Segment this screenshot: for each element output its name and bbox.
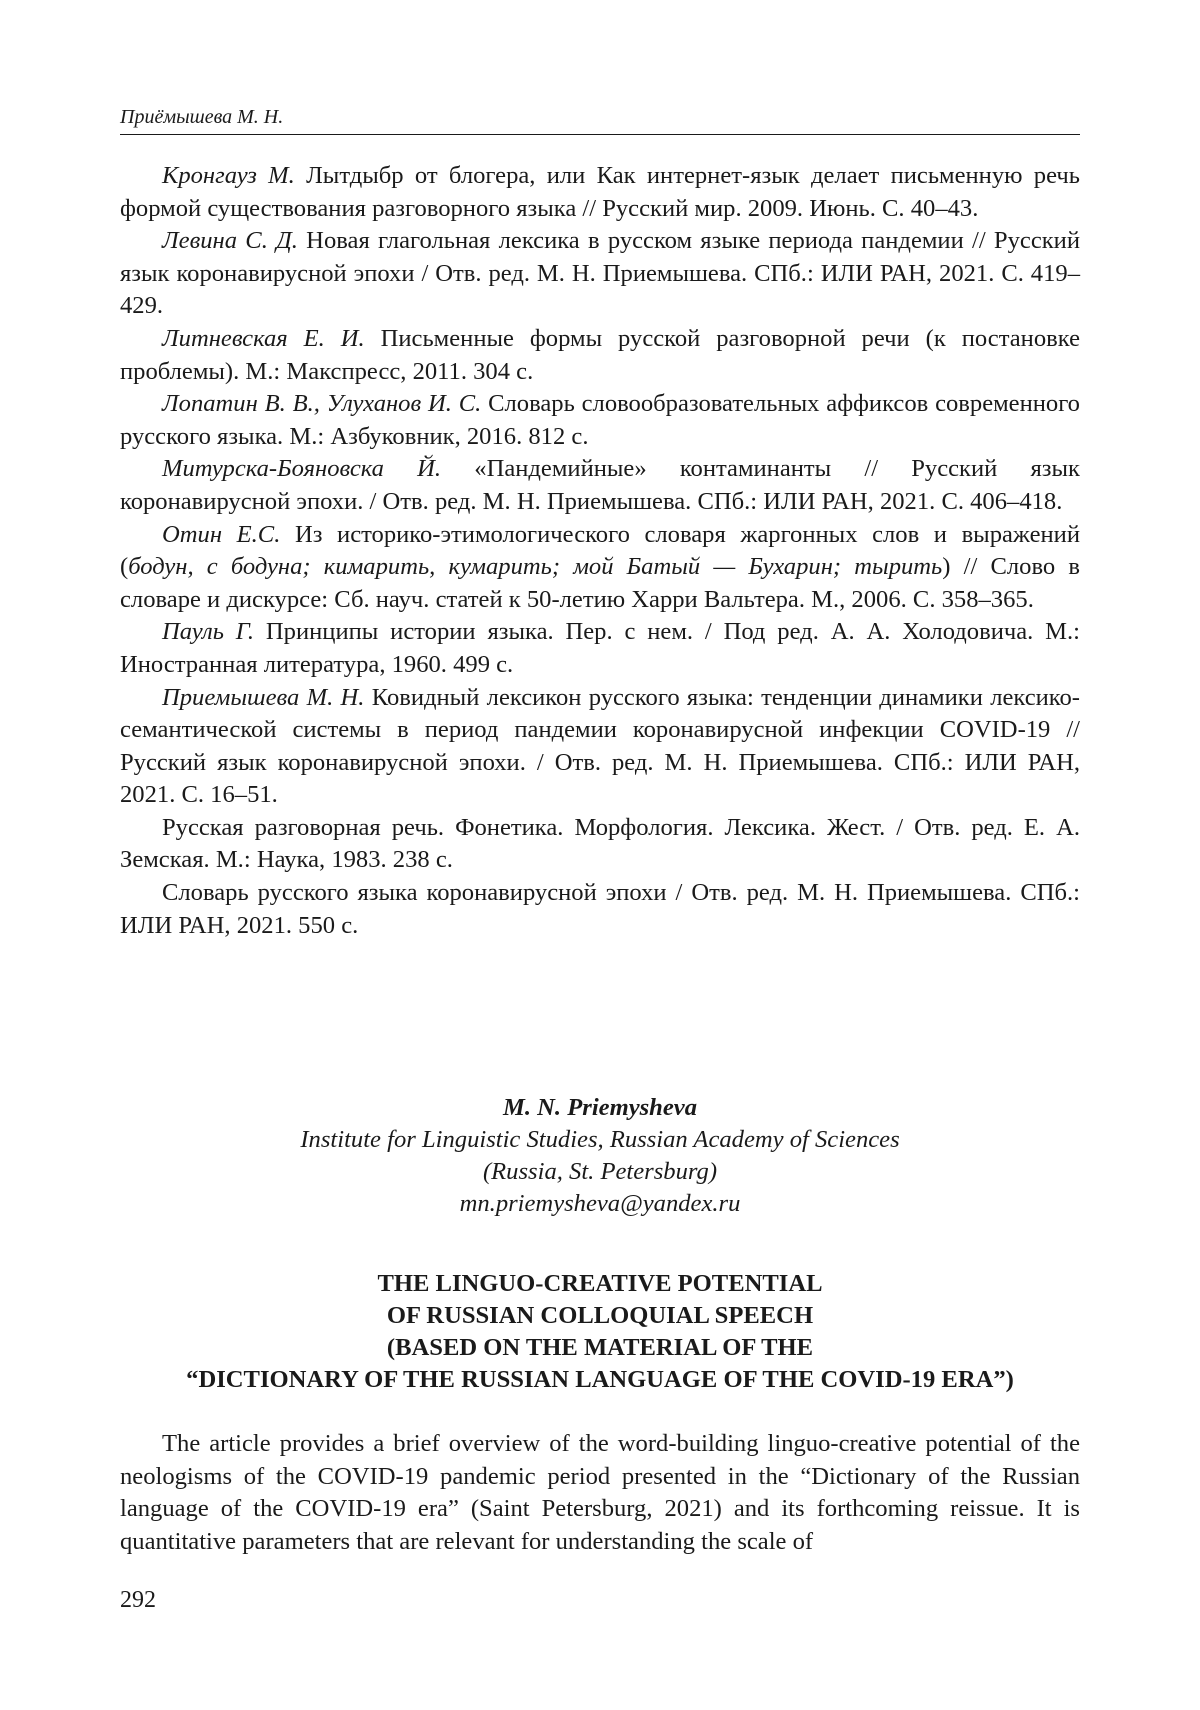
title-line: OF RUSSIAN COLLOQUIAL SPEECH [386, 1302, 814, 1329]
reference-text: Из историко-этимологического словаря жаргонных слов и выражений ( [120, 520, 1080, 581]
header-rule [120, 134, 1080, 135]
reference-text: «Пандемийные» контаминанты // Русский язык коронавирусной эпохи. / Отв. ред. М. Н. Приемышева. СПб.: ИЛИ РАН, 2021. С. 406–418. [120, 455, 1080, 515]
author-name: M. N. Priemysheva [503, 1094, 697, 1121]
abstract-paragraph: The article provides a brief overview of the word-building linguo-creative potential of the neologisms of the COVID-19 pandemic period presented in the “Dictionary of the Russian language of the COVID-19 era” (Saint Petersburg, 2021) and its forthcoming reissue. It is quantitative parameters that are relevant for understanding the scale of [120, 1430, 1080, 1555]
reference-entry [120, 616, 1080, 681]
reference-entry [120, 812, 1080, 877]
reference-entry [120, 160, 1080, 225]
reference-author: Левина С. Д. [162, 227, 298, 255]
title-line: “DICTIONARY OF THE RUSSIAN LANGUAGE OF THE COVID-19 ERA”) [186, 1366, 1014, 1393]
reference-author: Кронгауз М. [162, 162, 295, 189]
author-email[interactable]: mn.priemysheva@yandex.ru [459, 1190, 741, 1217]
reference-text: Письменные формы русской разговорной речи (к постановке проблемы). М.: Макспресс, 2011. 304 с. [120, 324, 1080, 385]
reference-text: бодун, с бодуна; кимарить, кумарить; мой Батый — Бухарин; тырить [128, 553, 943, 581]
reference-entry [120, 682, 1080, 812]
reference-author: Лопатин В. В., Улуханов И. С. [162, 390, 482, 418]
reference-text: Новая глагольная лексика в русском языке периода пандемии // Русский язык коронавирусной эпохи / Отв. ред. М. Н. Приемышева. СПб.: ИЛИ РАН, 2021. С. 419–429. [120, 227, 1081, 320]
title-line: (BASED ON THE MATERIAL OF THE [386, 1334, 814, 1361]
reference-text: Русская разговорная речь. Фонетика. Морфология. Лексика. Жест. / Отв. ред. Е. А. Земская. М.: Наука, 1983. 238 с. [120, 813, 1080, 874]
reference-text: Ковидный лексикон русского языка: тенденции динамики лексико-семантической системы в период пандемии коронавирусной инфекции COVID-19 // Русский язык коронавирусной эпохи. / Отв. ред. М. Н. Приемышева. СПб.: ИЛИ РАН, 2021. С. 16–51. [120, 683, 1080, 809]
page-number: 292 [120, 1587, 156, 1613]
reference-entry [120, 323, 1080, 388]
reference-text: ) // Слово в словаре и дискурсе: Сб. науч. статей к 50-летию Харри Вальтера. М., 2006. С. 358–365. [120, 553, 1080, 613]
reference-entry [120, 519, 1080, 617]
reference-list [120, 160, 1080, 942]
reference-text: Принципы истории языка. Пер. с нем. / Под ред. А. А. Холодовича. М.: Иностранная литература, 1960. 499 с. [120, 618, 1081, 678]
reference-author: Пауль Г. [162, 618, 255, 646]
reference-author: Митурска-Бояновска Й. [162, 455, 442, 483]
reference-author: Отин Е.С. [162, 520, 281, 548]
title-line: THE LINGUO-CREATIVE POTENTIAL [377, 1270, 823, 1297]
reference-text: Словарь словообразовательных аффиксов современного русского языка. М.: Азбуковник, 2016. 812 с. [120, 390, 1080, 450]
reference-entry [120, 388, 1080, 453]
reference-text: Словарь русского языка коронавирусной эпохи / Отв. ред. М. Н. Приемышева. СПб.: ИЛИ РАН, 2021. 550 с. [120, 879, 1080, 939]
reference-entry [120, 453, 1080, 518]
author-block [120, 1092, 1080, 1220]
reference-entry [120, 225, 1080, 323]
reference-author: Приемышева М. Н. [162, 683, 365, 711]
running-head: Приёмышева М. Н. [120, 106, 284, 128]
reference-text: Лытдыбр от блогера, или Как интернет-язык делает письменную речь формой существования разговорного языка // Русский мир. 2009. Июнь. С. 40–43. [120, 162, 1080, 222]
reference-entry [120, 877, 1080, 942]
author-location: (Russia, St. Petersburg) [482, 1158, 718, 1185]
reference-author: Литневская Е. И. [162, 324, 365, 352]
article-title [120, 1268, 1080, 1396]
author-affiliation: Institute for Linguistic Studies, Russian Academy of Sciences [300, 1126, 900, 1153]
article-page [120, 0, 1080, 1710]
